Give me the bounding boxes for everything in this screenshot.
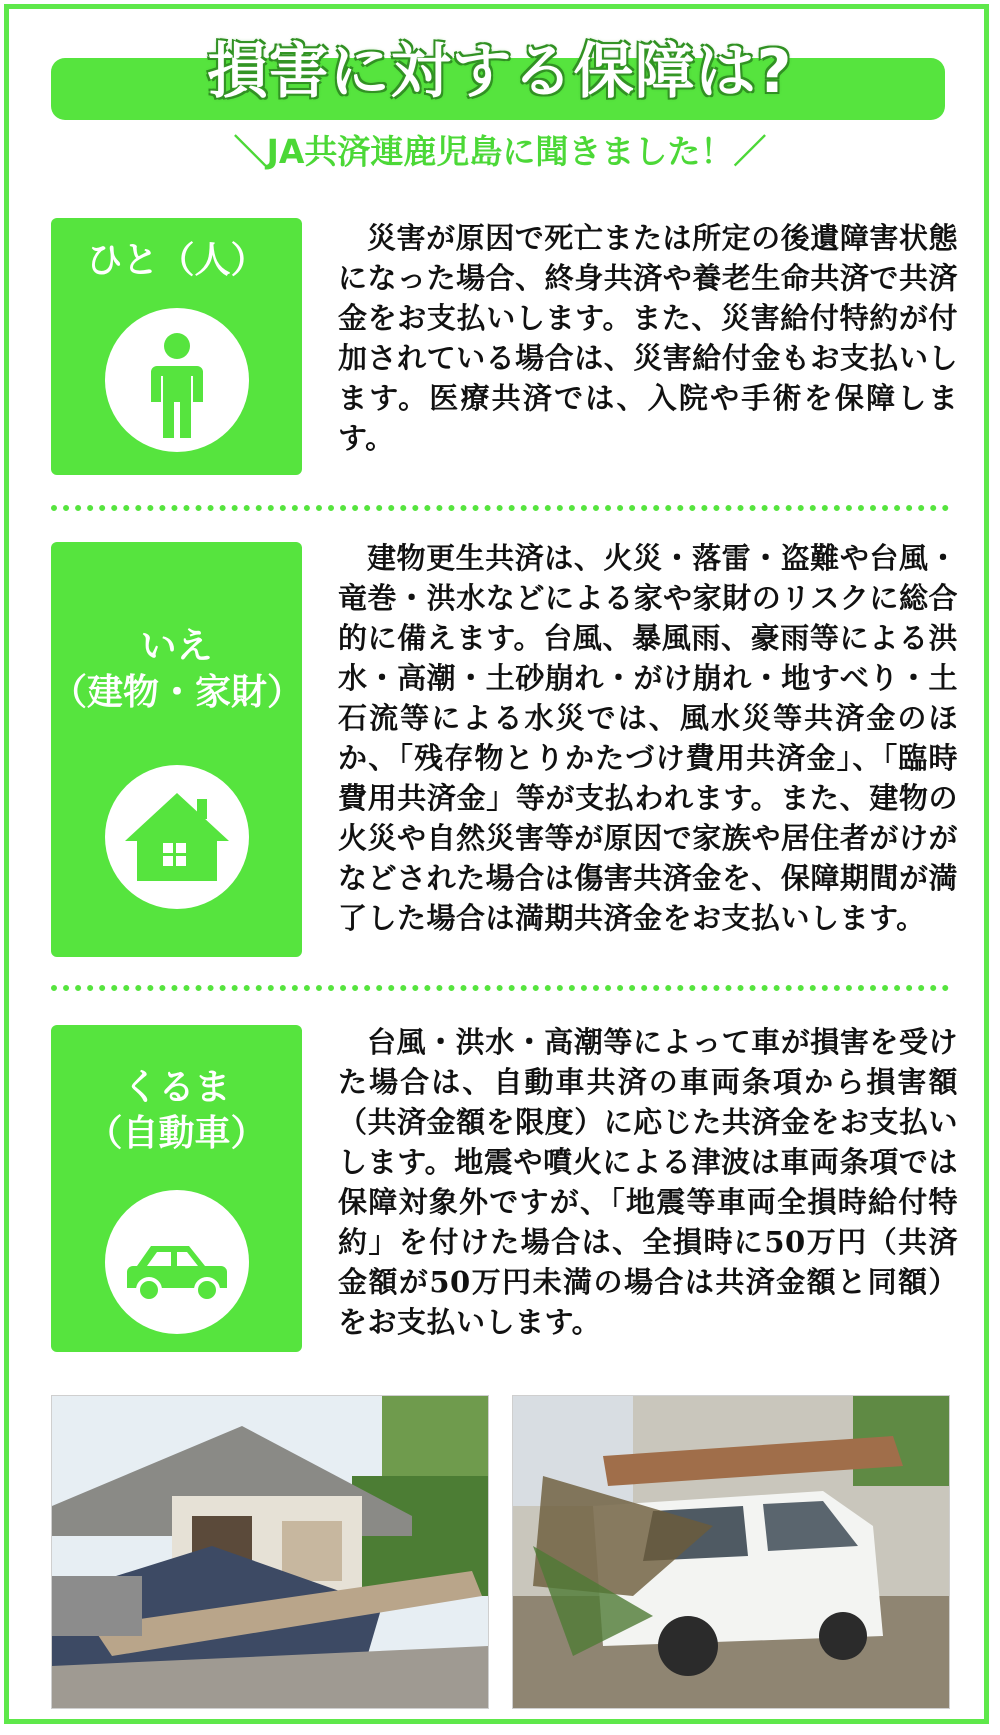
card-car-label-line2: （自動車） (86, 1113, 267, 1154)
page-subtitle: ＼JA共済連鹿児島に聞きました！／ (233, 132, 767, 171)
card-car-label-line1: くるま (122, 1067, 231, 1108)
card-person-label: ひと（人） (86, 240, 267, 281)
damaged-house-image (52, 1396, 488, 1708)
person-icon (105, 308, 249, 452)
section-person-text: 災害が原因で死亡または所定の後遺障害状態になった場合、終身共済や養老生命共済で共済金をお支払いします。また、災害給付特約が付加されている場合は、災害給付金もお支払いします。医療共済では、入院や手術を保障します。 (338, 221, 958, 455)
card-house (51, 542, 302, 957)
card-car (51, 1025, 302, 1352)
card-house-label-line1: いえ (140, 626, 213, 667)
car-icon (105, 1190, 249, 1334)
damaged-car-photo (512, 1395, 950, 1709)
damaged-car-image (513, 1396, 949, 1708)
damaged-house-photo (51, 1395, 489, 1709)
house-icon (105, 765, 249, 909)
section-house-text: 建物更生共済は、火災・落雷・盗難や台風・竜巻・洪水などによる家や家財のリスクに総合的に備えます。台風、暴風雨、豪雨等による洪水・高潮・土砂崩れ・がけ崩れ・地すべり・土石流等による水災では、風水災等共済金のほか、「残存物とりかたづけ費用共済金」、「臨時費用共済金」等が支払われます。また、建物の火災や自然災害等が原因で家族や居住者がけがなどされた場合は傷害共済金を、保障期間が満了した場合は満期共済金をお支払いします。 (338, 541, 958, 935)
card-person (51, 218, 302, 475)
section-car-text: 台風・洪水・高潮等によって車が損害を受けた場合は、自動車共済の車両条項から損害額（共済金額を限度）に応じた共済金をお支払いします。地震や噴火による津波は車両条項では保障対象外ですが、「地震等車両全損時給付特約」を付けた場合は、全損時に50万円（共済金額が50万円未満の場合は共済金額と同額）をお支払いします。 (338, 1025, 958, 1339)
card-house-label-line2: （建物・家財） (51, 672, 304, 713)
person-icon-circle (105, 308, 249, 452)
car-icon-circle (105, 1190, 249, 1334)
page-title: 損害に対する保障は? (207, 37, 793, 107)
section-divider (51, 985, 949, 991)
house-icon-circle (105, 765, 249, 909)
section-divider (51, 505, 949, 511)
